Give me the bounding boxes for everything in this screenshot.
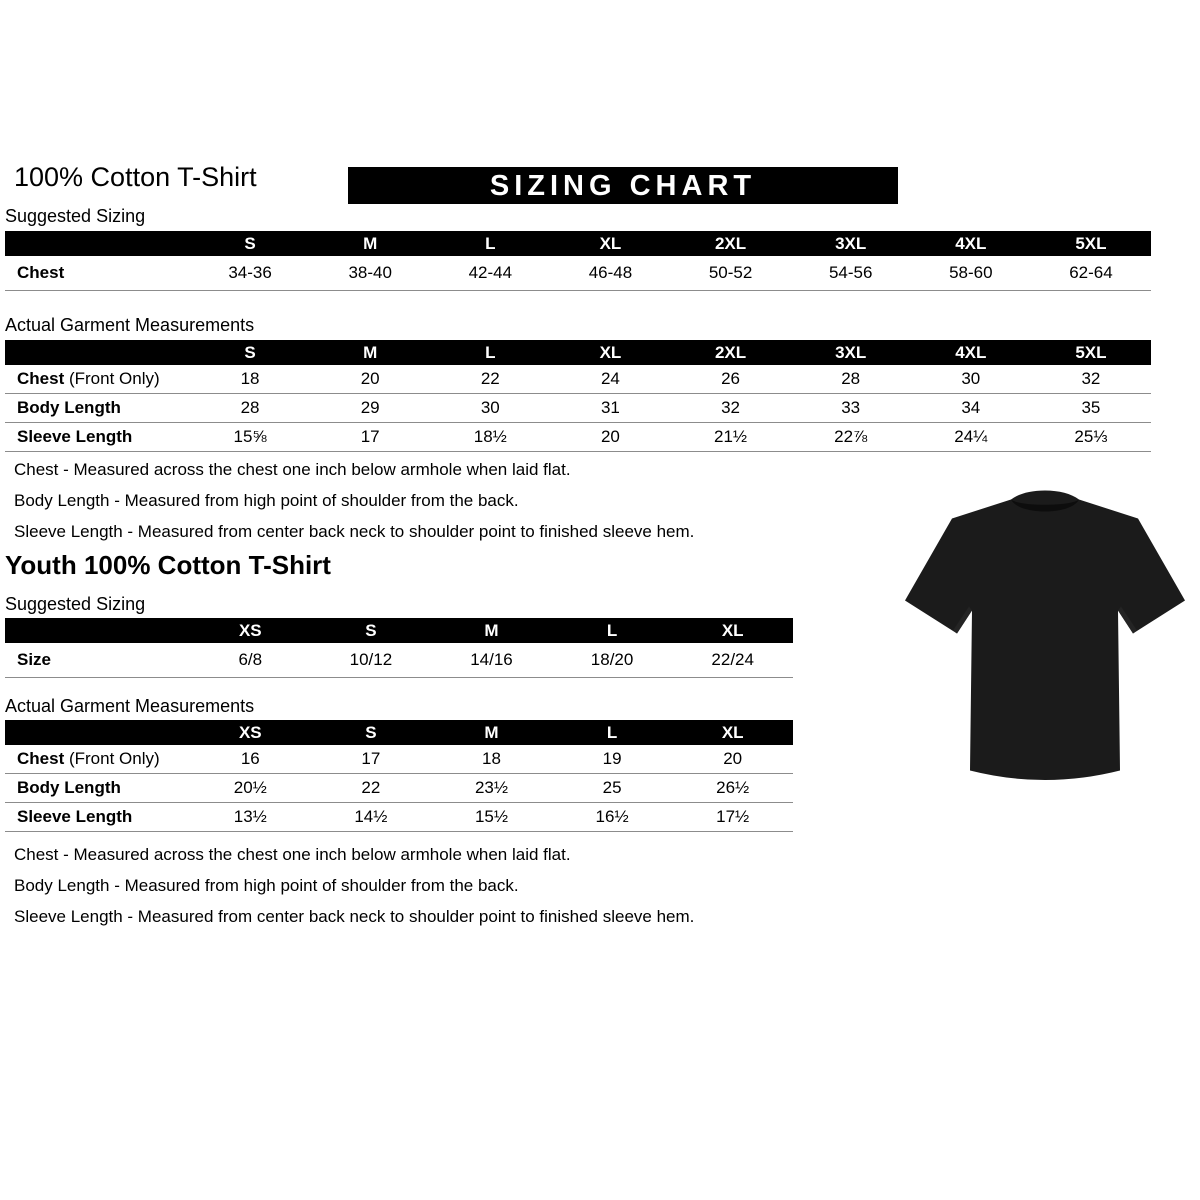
size-value-cell: 31	[600, 398, 620, 417]
size-column-header: L	[430, 231, 550, 256]
size-column-header: L	[552, 618, 673, 643]
table-row	[5, 774, 793, 803]
adult-actual-measurements-label: Actual Garment Measurements	[5, 315, 255, 335]
size-value-cell: 14/16	[470, 650, 513, 669]
size-value-cell: 15⅝	[233, 427, 267, 446]
size-column-header: XS	[190, 720, 311, 745]
size-column-header: S	[190, 340, 310, 365]
size-value-cell: 26	[721, 369, 741, 388]
size-value-cell: 58-60	[949, 263, 993, 282]
size-column-header: S	[190, 231, 310, 256]
row-label: Body Length	[17, 778, 121, 797]
size-value-cell: 21½	[714, 427, 748, 446]
row-label: Sleeve Length	[17, 807, 133, 826]
size-value-cell: 16	[240, 749, 260, 768]
size-value-cell: 33	[841, 398, 861, 417]
size-value-cell: 34-36	[228, 263, 272, 282]
measurement-note: Chest - Measured across the chest one inch below armhole when laid flat.	[14, 845, 571, 864]
size-value-cell: 14½	[354, 807, 388, 826]
size-column-header: XS	[190, 618, 311, 643]
size-value-cell: 20	[360, 369, 380, 388]
size-value-cell: 18	[482, 749, 501, 768]
size-value-cell: 23½	[474, 778, 509, 797]
size-value-cell: 24	[600, 369, 620, 388]
size-value-cell: 46-48	[588, 263, 633, 282]
tshirt-product-image	[895, 472, 1195, 812]
size-column-header: 5XL	[1031, 340, 1151, 365]
size-column-header: 4XL	[911, 340, 1031, 365]
measurement-note: Chest - Measured across the chest one inch below armhole when laid flat.	[14, 460, 571, 479]
size-value-cell: 16½	[595, 807, 629, 826]
size-column-header: L	[430, 340, 550, 365]
row-label: Body Length	[17, 398, 121, 417]
size-column-header: 3XL	[791, 231, 911, 256]
size-value-cell: 22	[480, 369, 500, 388]
tshirt-graphic	[895, 472, 1195, 812]
adult-suggested-sizing-label: Suggested Sizing	[5, 206, 146, 226]
size-value-cell: 34	[961, 398, 981, 417]
size-column-header: XL	[672, 720, 793, 745]
size-value-cell: 62-64	[1069, 263, 1113, 282]
youth-measurement-notes	[14, 845, 694, 938]
row-label: Size	[17, 650, 52, 669]
size-value-cell: 18	[240, 369, 260, 388]
size-column-header: 3XL	[791, 340, 911, 365]
size-value-cell: 22⅞	[834, 427, 868, 446]
size-column-header: XL	[550, 340, 670, 365]
adult-suggested-sizing-table	[5, 231, 1151, 291]
youth-suggested-sizing-table	[5, 618, 793, 678]
size-value-cell: 17	[361, 749, 381, 768]
table-row	[5, 745, 793, 774]
row-label: Chest (Front Only)	[17, 749, 160, 768]
youth-actual-measurements-table	[5, 720, 793, 832]
size-column-header: L	[552, 720, 673, 745]
row-label: Sleeve Length	[17, 427, 133, 446]
size-value-cell: 26½	[716, 778, 750, 797]
size-value-cell: 42-44	[468, 263, 513, 282]
youth-product-title: Youth 100% Cotton T-Shirt	[5, 550, 331, 580]
size-column-header: 4XL	[911, 231, 1031, 256]
size-column-header: 5XL	[1031, 231, 1151, 256]
size-value-cell: 29	[360, 398, 380, 417]
table-row	[5, 803, 793, 832]
size-value-cell: 32	[721, 398, 741, 417]
table-row	[5, 643, 793, 678]
table-row	[5, 256, 1151, 291]
table-row	[5, 365, 1151, 394]
size-value-cell: 32	[1081, 369, 1101, 388]
size-value-cell: 18/20	[590, 650, 634, 669]
size-value-cell: 24¼	[954, 427, 988, 446]
size-value-cell: 38-40	[348, 263, 392, 282]
table-row	[5, 423, 1151, 452]
size-value-cell: 54-56	[828, 263, 873, 282]
size-value-cell: 10/12	[349, 650, 393, 669]
measurement-note: Sleeve Length - Measured from center back neck to shoulder point to finished sleeve hem.	[14, 522, 695, 541]
measurement-note: Sleeve Length - Measured from center back neck to shoulder point to finished sleeve hem.	[14, 907, 695, 926]
size-value-cell: 19	[602, 749, 622, 768]
size-value-cell: 15½	[474, 807, 509, 826]
youth-actual-measurements-label: Actual Garment Measurements	[5, 696, 255, 716]
adult-product-title: 100% Cotton T-Shirt	[14, 162, 257, 192]
measurement-note: Body Length - Measured from high point of shoulder from the back.	[14, 876, 519, 895]
adult-actual-measurements-table	[5, 340, 1151, 452]
size-value-cell: 20	[600, 427, 620, 446]
adult-measurement-notes	[14, 460, 694, 553]
size-value-cell: 6/8	[238, 650, 263, 669]
size-column-header: S	[311, 720, 432, 745]
size-column-header: M	[310, 340, 430, 365]
table-row	[5, 394, 1151, 423]
size-column-header: XL	[672, 618, 793, 643]
size-value-cell: 35	[1081, 398, 1101, 417]
size-value-cell: 25⅓	[1074, 427, 1108, 446]
sizing-chart-banner: SIZING CHART	[348, 167, 898, 204]
size-value-cell: 22/24	[711, 650, 754, 669]
size-column-header: 2XL	[671, 340, 791, 365]
table-header-corner	[5, 340, 190, 365]
size-value-cell: 13½	[233, 807, 267, 826]
size-column-header: S	[311, 618, 432, 643]
size-value-cell: 50-52	[708, 263, 753, 282]
youth-suggested-sizing-label: Suggested Sizing	[5, 594, 146, 614]
size-value-cell: 28	[240, 398, 260, 417]
size-column-header: 2XL	[671, 231, 791, 256]
row-label: Chest (Front Only)	[17, 369, 160, 388]
size-value-cell: 20	[723, 749, 743, 768]
size-value-cell: 18½	[473, 427, 507, 446]
table-header-corner	[5, 720, 190, 745]
size-value-cell: 30	[961, 369, 981, 388]
table-header-corner	[5, 231, 190, 256]
size-value-cell: 17½	[716, 807, 750, 826]
size-column-header: XL	[550, 231, 670, 256]
size-value-cell: 28	[841, 369, 861, 388]
size-value-cell: 22	[361, 778, 381, 797]
size-column-header: M	[431, 720, 552, 745]
size-column-header: M	[310, 231, 430, 256]
size-value-cell: 17	[360, 427, 380, 446]
row-label: Chest	[17, 263, 65, 282]
size-column-header: M	[431, 618, 552, 643]
size-value-cell: 20½	[233, 778, 267, 797]
table-header-corner	[5, 618, 190, 643]
size-value-cell: 30	[480, 398, 500, 417]
size-value-cell: 25	[602, 778, 622, 797]
measurement-note: Body Length - Measured from high point of shoulder from the back.	[14, 491, 519, 510]
